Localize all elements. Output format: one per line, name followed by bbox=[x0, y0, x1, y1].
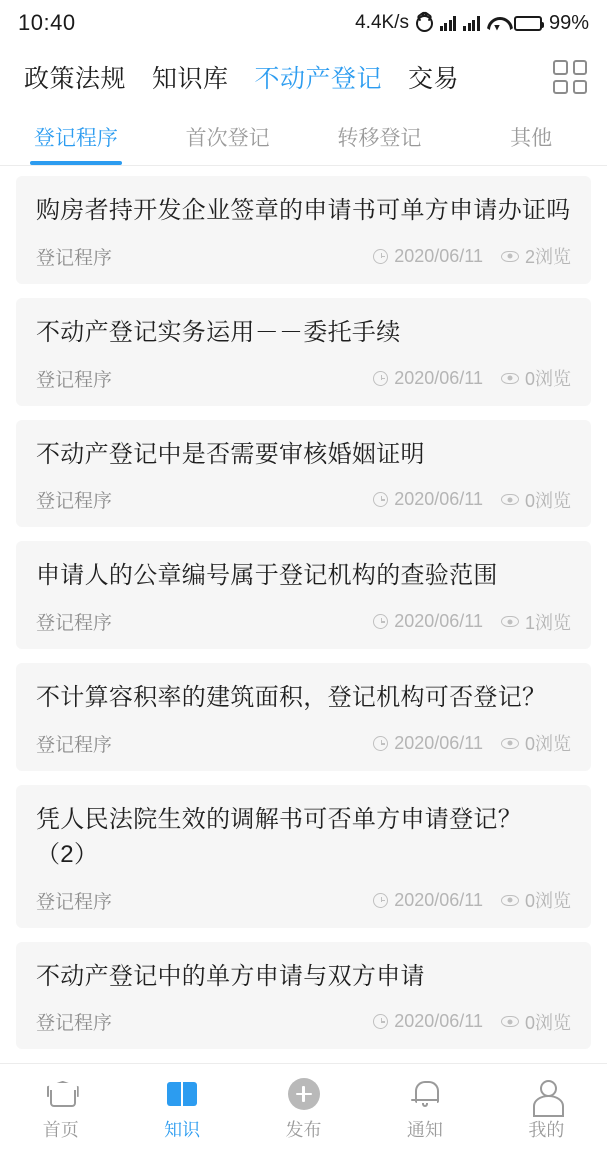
tab-home[interactable] bbox=[0, 1078, 121, 1142]
battery-icon bbox=[514, 16, 542, 31]
alarm-icon bbox=[416, 15, 433, 32]
tab-publish[interactable] bbox=[243, 1078, 364, 1142]
clock-icon bbox=[373, 371, 388, 386]
article-date-group bbox=[373, 611, 483, 632]
status-bar bbox=[0, 0, 607, 46]
article-title: 不动产登记中的单方申请与双方申请 bbox=[36, 962, 425, 990]
article-views-group bbox=[501, 365, 571, 391]
tab-label: 知识 bbox=[164, 1119, 201, 1140]
tab-knowledge[interactable] bbox=[121, 1078, 242, 1142]
article-title: 不计算容积率的建筑面积，登记机构可否登记？ bbox=[36, 684, 547, 712]
grid-menu-icon[interactable] bbox=[553, 60, 587, 94]
article-meta bbox=[36, 486, 571, 513]
article-date: 2020/06/11 bbox=[394, 611, 483, 632]
sub-tab-transfer-registration[interactable] bbox=[304, 108, 456, 165]
article-views: 0浏览 bbox=[524, 490, 571, 511]
article-category: 登记程序 bbox=[36, 491, 113, 513]
clock-icon bbox=[373, 249, 388, 264]
top-navigation bbox=[0, 46, 607, 108]
article-date: 2020/06/11 bbox=[394, 889, 483, 910]
category-tab-policy[interactable]: 政策法规 bbox=[24, 65, 127, 93]
clock-icon bbox=[373, 614, 388, 629]
article-card[interactable] bbox=[16, 298, 591, 406]
tab-label: 我的 bbox=[528, 1119, 565, 1140]
eye-icon bbox=[501, 616, 519, 627]
article-category: 登记程序 bbox=[36, 891, 113, 913]
sub-tab-bar bbox=[0, 108, 607, 166]
sub-tab-first-registration[interactable] bbox=[152, 108, 304, 165]
article-card[interactable] bbox=[16, 420, 591, 528]
sub-tab-other[interactable] bbox=[455, 108, 607, 165]
clock-icon bbox=[373, 1014, 388, 1029]
battery-percent: 99% bbox=[548, 11, 589, 34]
article-card[interactable] bbox=[16, 942, 591, 1050]
tab-profile[interactable] bbox=[486, 1078, 607, 1142]
status-time: 10:40 bbox=[18, 10, 76, 35]
clock-icon bbox=[373, 492, 388, 507]
category-tab-transaction[interactable]: 交易 bbox=[408, 65, 460, 93]
article-date-group bbox=[373, 368, 483, 389]
article-views: 0浏览 bbox=[524, 1012, 571, 1033]
eye-icon bbox=[501, 373, 519, 384]
signal-sim2-icon bbox=[463, 15, 480, 31]
eye-icon bbox=[501, 738, 519, 749]
bottom-tab-bar bbox=[0, 1063, 607, 1155]
article-category: 登记程序 bbox=[36, 1013, 113, 1035]
plus-circle-icon bbox=[287, 1078, 321, 1110]
tab-label: 通知 bbox=[406, 1119, 443, 1140]
article-date: 2020/06/11 bbox=[394, 732, 483, 753]
eye-icon bbox=[501, 251, 519, 262]
sub-tab-label: 转移登记 bbox=[337, 126, 422, 150]
article-date: 2020/06/11 bbox=[394, 489, 483, 510]
article-meta bbox=[36, 608, 571, 635]
article-views-group bbox=[501, 487, 571, 513]
sub-tab-registration-procedure[interactable] bbox=[0, 108, 152, 165]
article-meta bbox=[36, 887, 571, 914]
book-icon bbox=[165, 1078, 199, 1110]
article-date: 2020/06/11 bbox=[394, 245, 483, 266]
clock-icon bbox=[373, 893, 388, 908]
article-date-group bbox=[373, 890, 483, 911]
article-list[interactable] bbox=[0, 166, 607, 1063]
article-views: 0浏览 bbox=[524, 734, 571, 755]
category-tab-knowledge[interactable]: 知识库 bbox=[152, 65, 229, 93]
article-views: 1浏览 bbox=[524, 612, 571, 633]
tab-notifications[interactable] bbox=[364, 1078, 485, 1142]
article-views-group bbox=[501, 730, 571, 756]
status-icons bbox=[355, 12, 589, 35]
article-title: 不动产登记实务运用－－委托手续 bbox=[36, 318, 401, 346]
article-views-group bbox=[501, 887, 571, 913]
article-views-group bbox=[501, 1009, 571, 1035]
sub-tab-label: 登记程序 bbox=[33, 126, 118, 150]
clock-icon bbox=[373, 736, 388, 751]
bell-icon bbox=[408, 1078, 442, 1110]
article-date-group bbox=[373, 246, 483, 267]
article-views: 2浏览 bbox=[524, 247, 571, 268]
article-date: 2020/06/11 bbox=[394, 367, 483, 388]
article-meta bbox=[36, 1008, 571, 1035]
sub-tab-label: 其他 bbox=[510, 126, 553, 150]
tab-label: 发布 bbox=[285, 1119, 322, 1140]
article-date-group bbox=[373, 733, 483, 754]
category-list bbox=[24, 59, 539, 95]
article-title: 购房者持开发企业签章的申请书可单方申请办证吗 bbox=[36, 197, 571, 224]
article-title: 申请人的公章编号属于登记机构的查验范围 bbox=[36, 562, 498, 590]
article-meta bbox=[36, 243, 571, 270]
category-tab-realestate[interactable]: 不动产登记 bbox=[254, 65, 383, 93]
article-card[interactable] bbox=[16, 663, 591, 771]
article-views: 0浏览 bbox=[524, 891, 571, 912]
article-date-group bbox=[373, 489, 483, 510]
wifi-icon bbox=[487, 16, 507, 31]
signal-sim1-icon bbox=[440, 15, 457, 31]
home-icon bbox=[44, 1078, 78, 1110]
article-card[interactable] bbox=[16, 176, 591, 284]
network-speed: 4.4K/s bbox=[355, 12, 409, 33]
article-card[interactable] bbox=[16, 785, 591, 928]
article-category: 登记程序 bbox=[36, 369, 113, 391]
article-views-group bbox=[501, 243, 571, 269]
sub-tab-label: 首次登记 bbox=[185, 126, 270, 150]
article-category: 登记程序 bbox=[36, 613, 113, 635]
eye-icon bbox=[501, 494, 519, 505]
eye-icon bbox=[501, 1016, 519, 1027]
article-meta bbox=[36, 365, 571, 392]
article-card[interactable] bbox=[16, 541, 591, 649]
article-meta bbox=[36, 730, 571, 757]
article-category: 登记程序 bbox=[36, 734, 113, 756]
article-category: 登记程序 bbox=[36, 247, 113, 269]
article-views: 0浏览 bbox=[524, 369, 571, 390]
user-icon bbox=[529, 1078, 563, 1110]
eye-icon bbox=[501, 895, 519, 906]
article-date-group bbox=[373, 1011, 483, 1032]
article-title: 不动产登记中是否需要审核婚姻证明 bbox=[36, 440, 425, 468]
article-views-group bbox=[501, 609, 571, 635]
article-date: 2020/06/11 bbox=[394, 1011, 483, 1032]
article-title: 凭人民法院生效的调解书可否单方申请登记？（2） bbox=[36, 805, 522, 868]
tab-label: 首页 bbox=[42, 1119, 79, 1140]
